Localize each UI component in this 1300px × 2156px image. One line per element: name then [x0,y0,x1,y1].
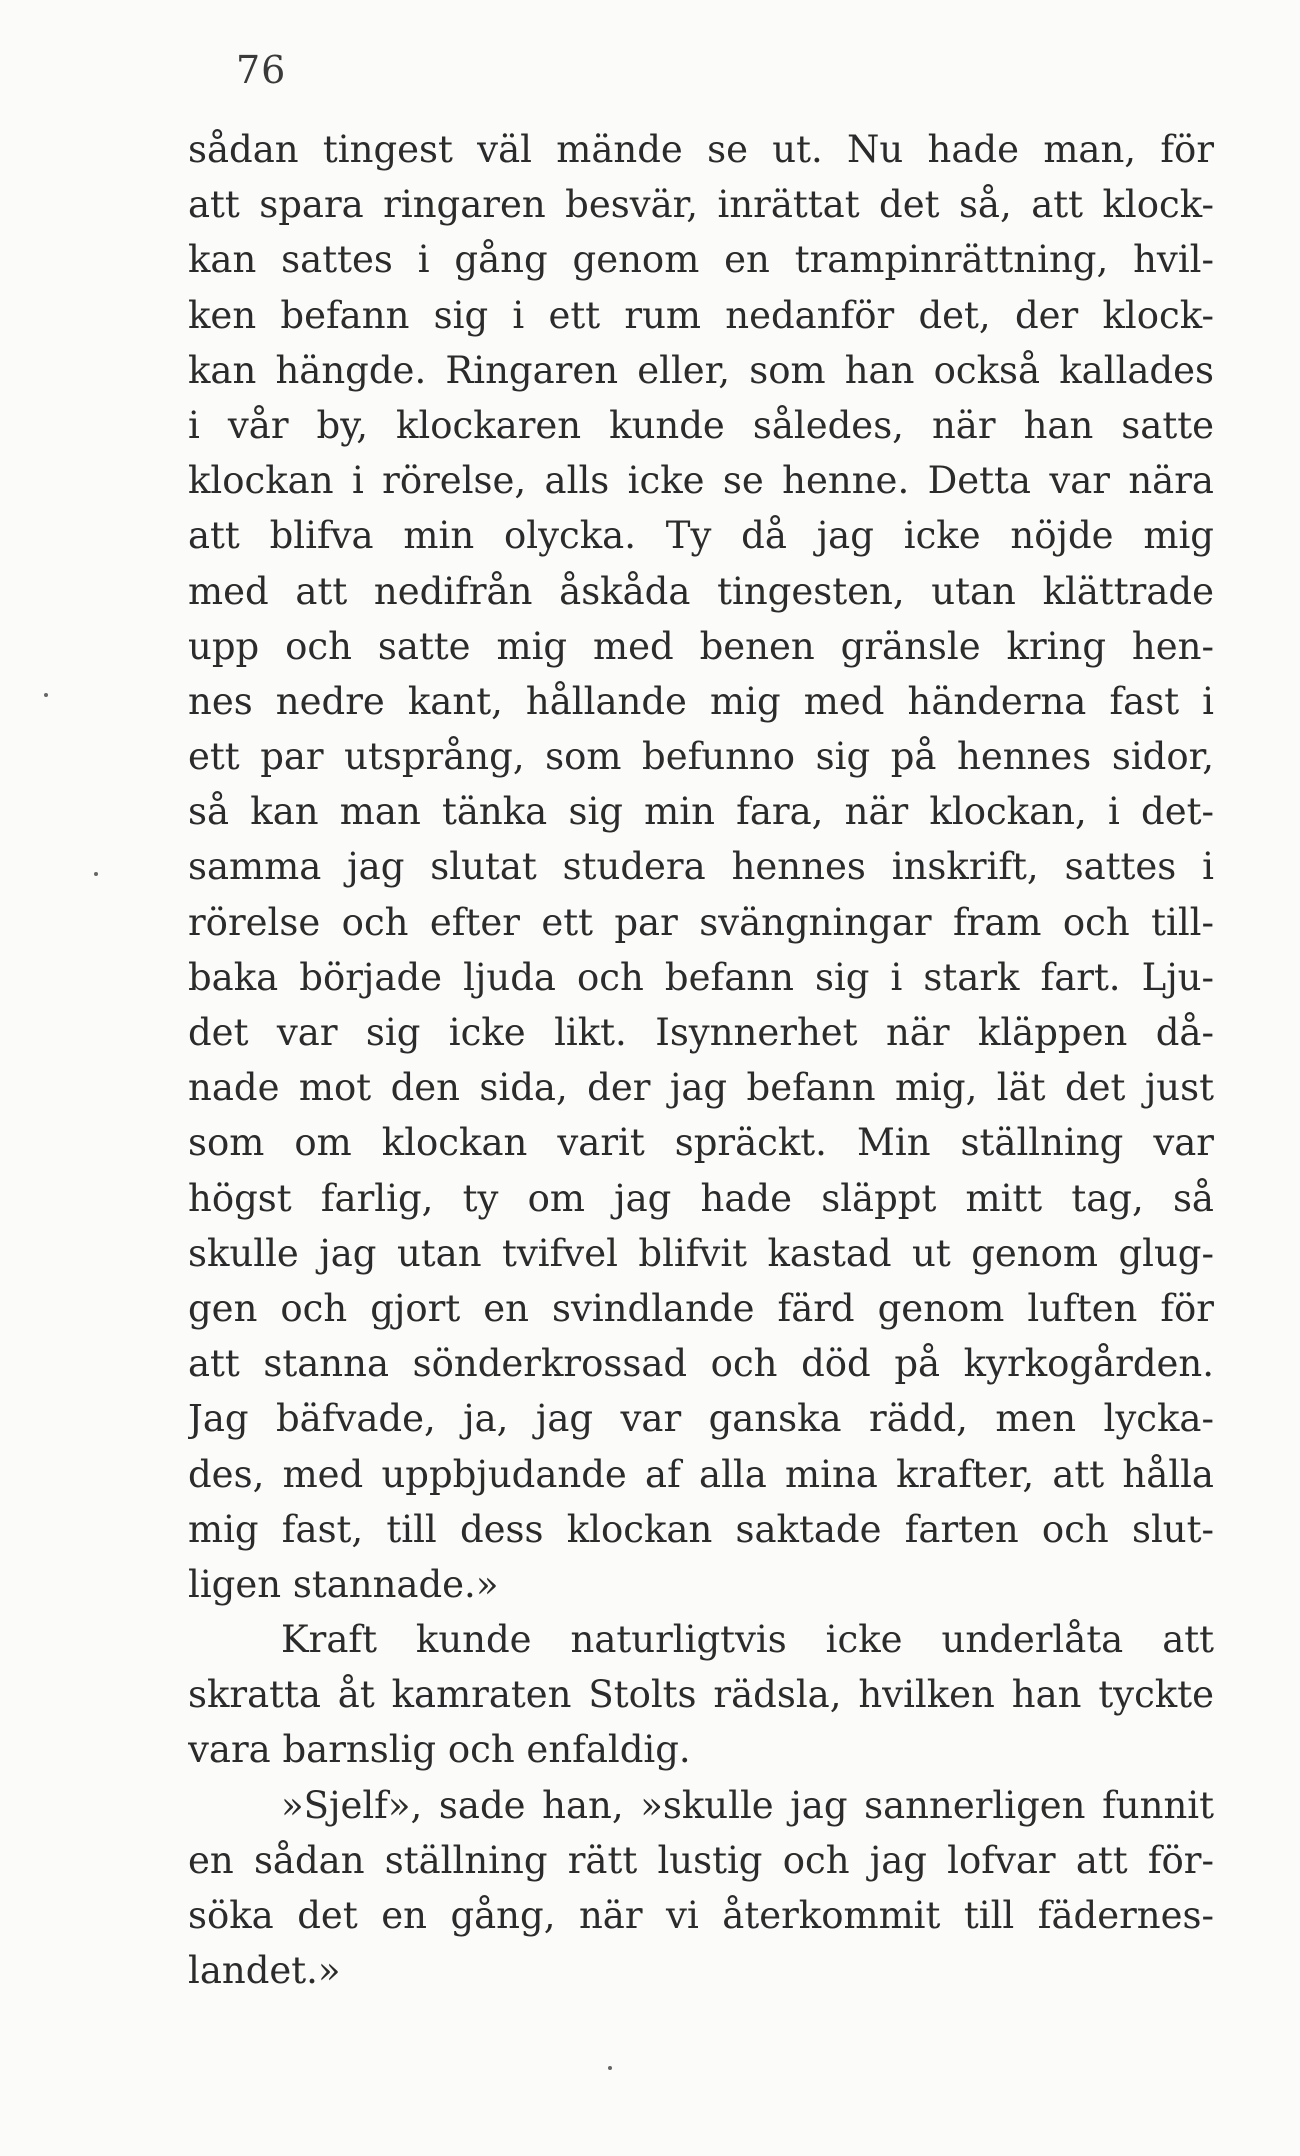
paper-speck [608,2066,612,2070]
text-line: »Sjelf», sade han, »skulle jag sannerligen funnit [281,1783,1214,1827]
text-line: nes nedre kant, hållande mig med händerna fast i [188,679,1214,723]
text-line: kan sattes i gång genom en trampinrättning, hvil- [188,238,1214,282]
text-line: i vår by, klockaren kunde således, när han satte [188,403,1214,447]
text-line: som om klockan varit spräckt. Min ställning var [188,1121,1214,1165]
text-line: baka började ljuda och befann sig i stark fart. Lju- [188,955,1214,999]
text-line: ken befann sig i ett rum nedanför det, der klock- [188,293,1214,337]
text-line: upp och satte mig med benen gränsle kring hen- [188,624,1214,668]
body-text [188,122,1214,1998]
text-line: så kan man tänka sig min fara, när klockan, i det- [188,790,1214,834]
text-line: gen och gjort en svindlande färd genom luften för [188,1286,1214,1330]
text-line: skratta åt kamraten Stolts rädsla, hvilken han tyckte [188,1673,1214,1717]
text-line: en sådan ställning rätt lustig och jag lofvar att för- [188,1838,1214,1882]
text-line: högst farlig, ty om jag hade släppt mitt tag, så [188,1176,1214,1220]
text-line: samma jag slutat studera hennes inskrift, sattes i [188,845,1214,889]
text-line: mig fast, till dess klockan saktade farten och slut- [188,1507,1214,1551]
paper-speck [44,693,48,697]
text-line: söka det en gång, när vi återkommit till fädernes- [188,1894,1214,1937]
text-line: landet.» [188,1949,341,1993]
text-line: det var sig icke likt. Isynnerhet när kläppen då- [188,1011,1214,1054]
text-line: ligen stannade.» [188,1562,499,1606]
text-line: kan hängde. Ringaren eller, som han också kallades [188,348,1214,392]
text-line: skulle jag utan tvifvel blifvit kastad ut genom glug- [188,1231,1214,1275]
text-line: des, med uppbjudande af alla mina krafter, att hålla [188,1452,1214,1496]
page-number: 76 [236,48,287,92]
text-line: Jag bäfvade, ja, jag var ganska rädd, men lycka- [188,1397,1214,1441]
text-line: klockan i rörelse, alls icke se henne. Detta var nära [188,459,1214,503]
text-line: ett par utsprång, som befunno sig på hennes sidor, [188,735,1214,779]
text-line: vara barnslig och enfaldig. [188,1728,691,1772]
text-line: Kraft kunde naturligtvis icke underlåta att [281,1618,1214,1662]
paper-speck [94,872,98,876]
text-line: med att nedifrån åskåda tingesten, utan klättrade [188,569,1214,613]
text-line: att blifva min olycka. Ty då jag icke nöjde mig [188,514,1214,558]
text-line: rörelse och efter ett par svängningar fram och till- [188,900,1214,944]
text-line: att spara ringaren besvär, inrättat det så, att klock- [188,183,1214,227]
text-line: att stanna sönderkrossad och död på kyrkogården. [188,1342,1214,1386]
text-line: sådan tingest väl mände se ut. Nu hade man, för [188,128,1214,171]
text-line: nade mot den sida, der jag befann mig, lät det just [188,1066,1214,1110]
